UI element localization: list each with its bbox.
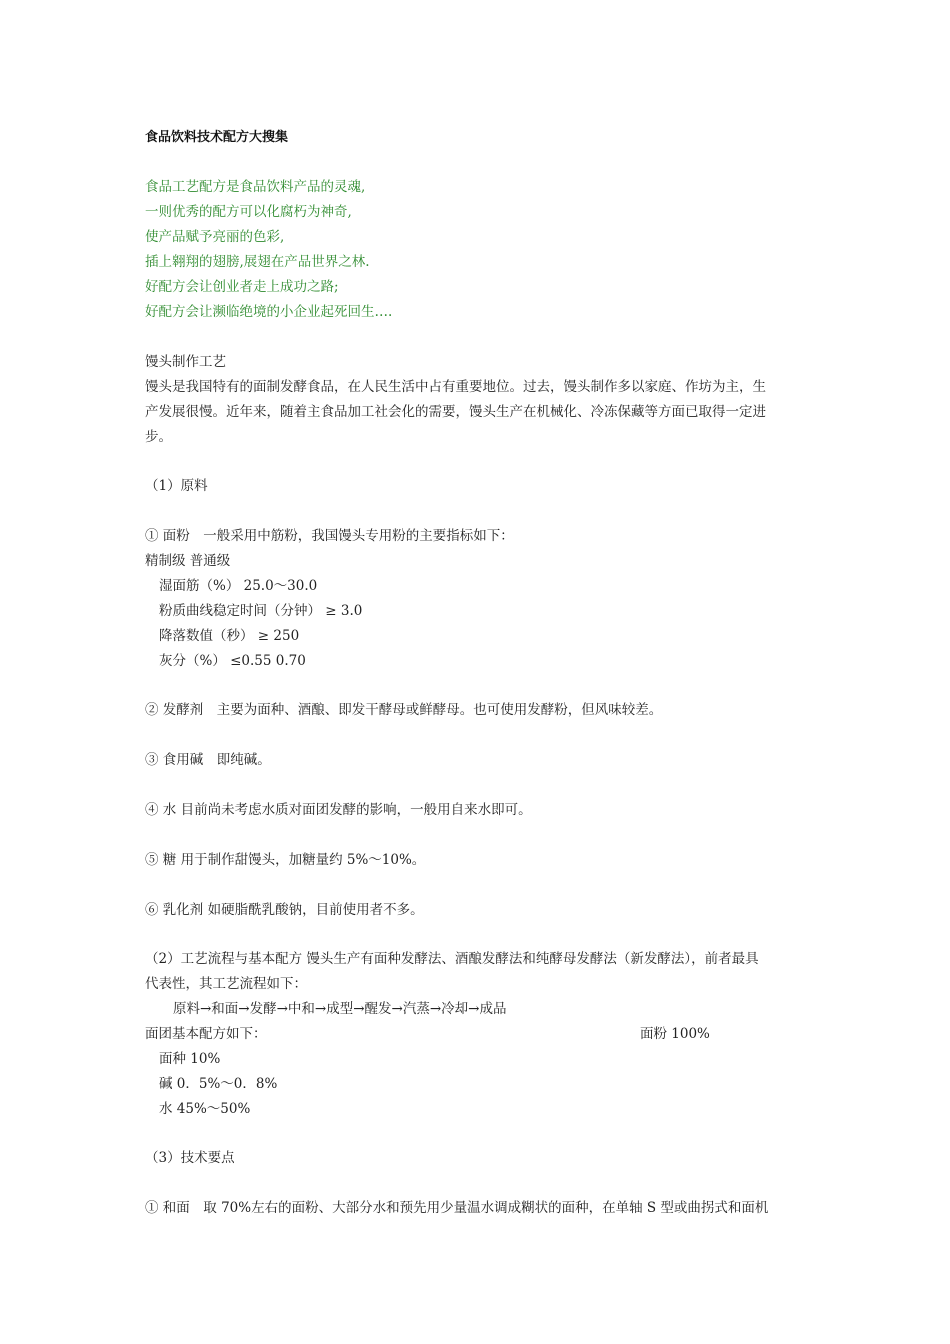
formula-item: 面种 10%: [159, 1051, 221, 1067]
paragraph-line: 产发展很慢。近年来，随着主食品加工社会化的需要，馒头生产在机械化、冷冻保藏等方面已取得一定进: [145, 404, 766, 420]
flour-spec: 粉质曲线稳定时间（分钟） ≥ 3.0: [159, 603, 363, 619]
ingredient-item: ③ 食用碱 即纯碱。: [145, 752, 271, 768]
ingredient-item: ④ 水 目前尚未考虑水质对面团发酵的影响，一般用自来水即可。: [145, 802, 532, 818]
formula-item: 碱 0．5%～0．8%: [159, 1076, 278, 1092]
flour-spec: 降落数值（秒） ≥ 250: [159, 628, 300, 644]
paragraph-line: 馒头是我国特有的面制发酵食品，在人民生活中占有重要地位。过去，馒头制作多以家庭、作坊为主，生: [145, 379, 766, 395]
intro-line: 使产品赋予亮丽的色彩,: [145, 229, 285, 245]
process-flow: 原料→和面→发酵→中和→成型→醒发→汽蒸→冷却→成品: [173, 1001, 507, 1017]
paragraph-line: 步。: [145, 429, 172, 445]
intro-line: 一则优秀的配方可以化腐朽为神奇,: [145, 204, 352, 220]
intro-line: 插上翱翔的翅膀,展翅在产品世界之林.: [145, 254, 370, 270]
flour-grades: 精制级 普通级: [145, 553, 231, 569]
intro-line: 好配方会让创业者走上成功之路;: [145, 279, 339, 295]
ingredient-item: ② 发酵剂 主要为面种、酒酿、即发干酵母或鲜酵母。也可使用发酵粉，但风味较差。: [145, 702, 663, 718]
formula-item: 水 45%～50%: [159, 1101, 251, 1117]
flour-spec: 湿面筋（%） 25.0～30.0: [159, 578, 318, 594]
process-line: 代表性，其工艺流程如下：: [145, 976, 307, 992]
tech-line: ① 和面 取 70%左右的面粉、大部分水和预先用少量温水调成糊状的面种，在单轴 S 型或曲拐式和面机: [145, 1200, 769, 1216]
section-heading: 馒头制作工艺: [145, 354, 226, 370]
ingredient-item: ⑤ 糖 用于制作甜馒头，加糖量约 5%～10%。: [145, 852, 426, 868]
formula-item: 面粉 100%: [640, 1026, 710, 1042]
intro-line: 好配方会让濒临绝境的小企业起死回生….: [145, 304, 393, 320]
doc-title: 食品饮料技术配方大搜集: [145, 130, 289, 145]
process-line: （2）工艺流程与基本配方 馒头生产有面种发酵法、酒酿发酵法和纯酵母发酵法（新发酵法），前者最具: [145, 951, 759, 967]
raw-materials-heading: （1）原料: [145, 478, 208, 494]
tech-heading: （3）技术要点: [145, 1150, 235, 1166]
formula-intro: 面团基本配方如下：: [145, 1026, 267, 1042]
flour-line: ① 面粉 一般采用中筋粉，我国馒头专用粉的主要指标如下：: [145, 528, 514, 544]
intro-line: 食品工艺配方是食品饮料产品的灵魂,: [145, 179, 366, 195]
ingredient-item: ⑥ 乳化剂 如硬脂酰乳酸钠，目前使用者不多。: [145, 902, 424, 918]
flour-spec: 灰分（%） ≤0.55 0.70: [159, 653, 306, 669]
